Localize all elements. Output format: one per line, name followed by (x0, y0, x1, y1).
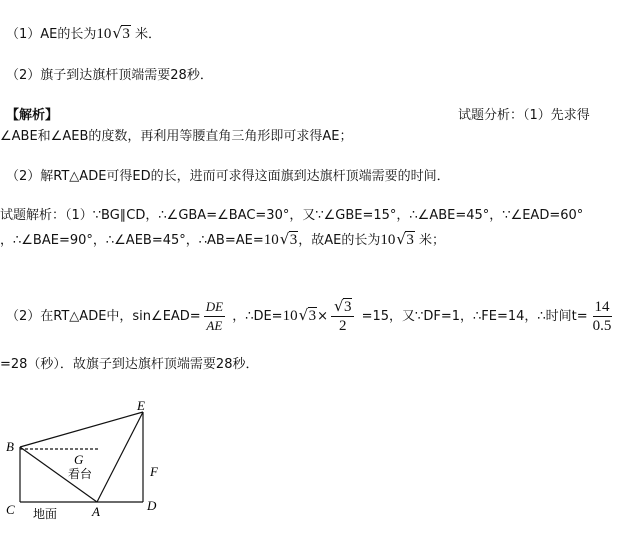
fraction-14-over-0-5 (591, 298, 614, 335)
solution-line-2 (0, 230, 445, 251)
solution-line-3 (6, 296, 616, 337)
fraction-numerator: DE (204, 298, 225, 317)
analysis-heading: 【解析】 (6, 108, 59, 123)
analysis-right-text: 试题分析：（1）先求得 (458, 108, 590, 123)
fraction-sqrt3-over-2: √ 3 2 (331, 298, 355, 335)
fraction-numerator: 14 (594, 299, 610, 315)
answer-1-suffix: 米． (135, 27, 162, 42)
fraction-denominator: 2 (338, 318, 347, 334)
fraction-de-ae (204, 298, 225, 335)
solution-line-3-a: ，∴DE= (232, 309, 283, 324)
answer-1 (6, 24, 161, 45)
geometry-figure (0, 400, 180, 540)
label-e: E (137, 400, 145, 413)
answer-2: （2）旗子到达旗杆顶端需要28秒． (6, 68, 213, 83)
solution-line-2-mid: ，故AE的长为 (298, 233, 381, 248)
label-b: B (6, 439, 14, 454)
label-g: G (74, 452, 84, 467)
sqrt-3: √ 3 (298, 306, 317, 324)
analysis-line-2: ∠ABE和∠AEB的度数，再利用等腰直角三角形即可求得AE； (0, 129, 353, 144)
label-a: A (92, 504, 100, 519)
label-f: F (150, 464, 158, 479)
solution-line-3-pre: （2）在RT△ADE中，sin∠EAD= (6, 309, 201, 324)
fraction-denominator: 0.5 (592, 318, 612, 334)
fraction-denominator: AE (206, 318, 223, 333)
coef: 10 (282, 308, 298, 324)
times-sign: × (317, 309, 328, 324)
solution-line-4: =28（秒）．故旗子到达旗杆顶端需要28秒． (0, 357, 259, 372)
segment-be (20, 412, 143, 447)
radicand: 3 (406, 232, 414, 248)
solution-line-2-end: 米； (419, 233, 446, 248)
coef: 10 (380, 232, 396, 248)
answer-1-prefix: （1）AE的长为 (6, 27, 97, 42)
answer-1-coef: 10 (96, 26, 112, 42)
solution-line-1: 试题解析：（1）∵BG∥CD，∴∠GBA=∠BAC=30°，又∵∠GBE=15°，∴∠ABE=45°，∵∠EAD=60° (0, 208, 584, 223)
radicand: 3 (122, 26, 130, 42)
analysis-line-3: （2）解RT△ADE可得ED的长，进而可求得这面旗到达旗杆顶端需要的时间． (6, 169, 450, 184)
radicand: 3 (289, 232, 298, 248)
sqrt-3: √ 3 (279, 230, 298, 248)
stand-label: 看台 (68, 467, 93, 481)
coef: 10 (263, 232, 279, 248)
label-c: C (6, 502, 15, 517)
radicand: 3 (343, 299, 352, 315)
sqrt-3: √ 3 (396, 230, 414, 248)
solution-line-3-b: =15，又∵DF=1，∴FE=14，∴时间t= (361, 309, 588, 324)
sqrt-3: √ 3 (112, 24, 130, 42)
label-d: D (147, 498, 157, 513)
radicand: 3 (308, 308, 317, 324)
solution-line-2-pre: ，∴∠BAE=90°，∴∠AEB=45°，∴AB=AE= (0, 233, 264, 248)
ground-label: 地面 (33, 507, 58, 521)
segment-ae (97, 412, 143, 502)
